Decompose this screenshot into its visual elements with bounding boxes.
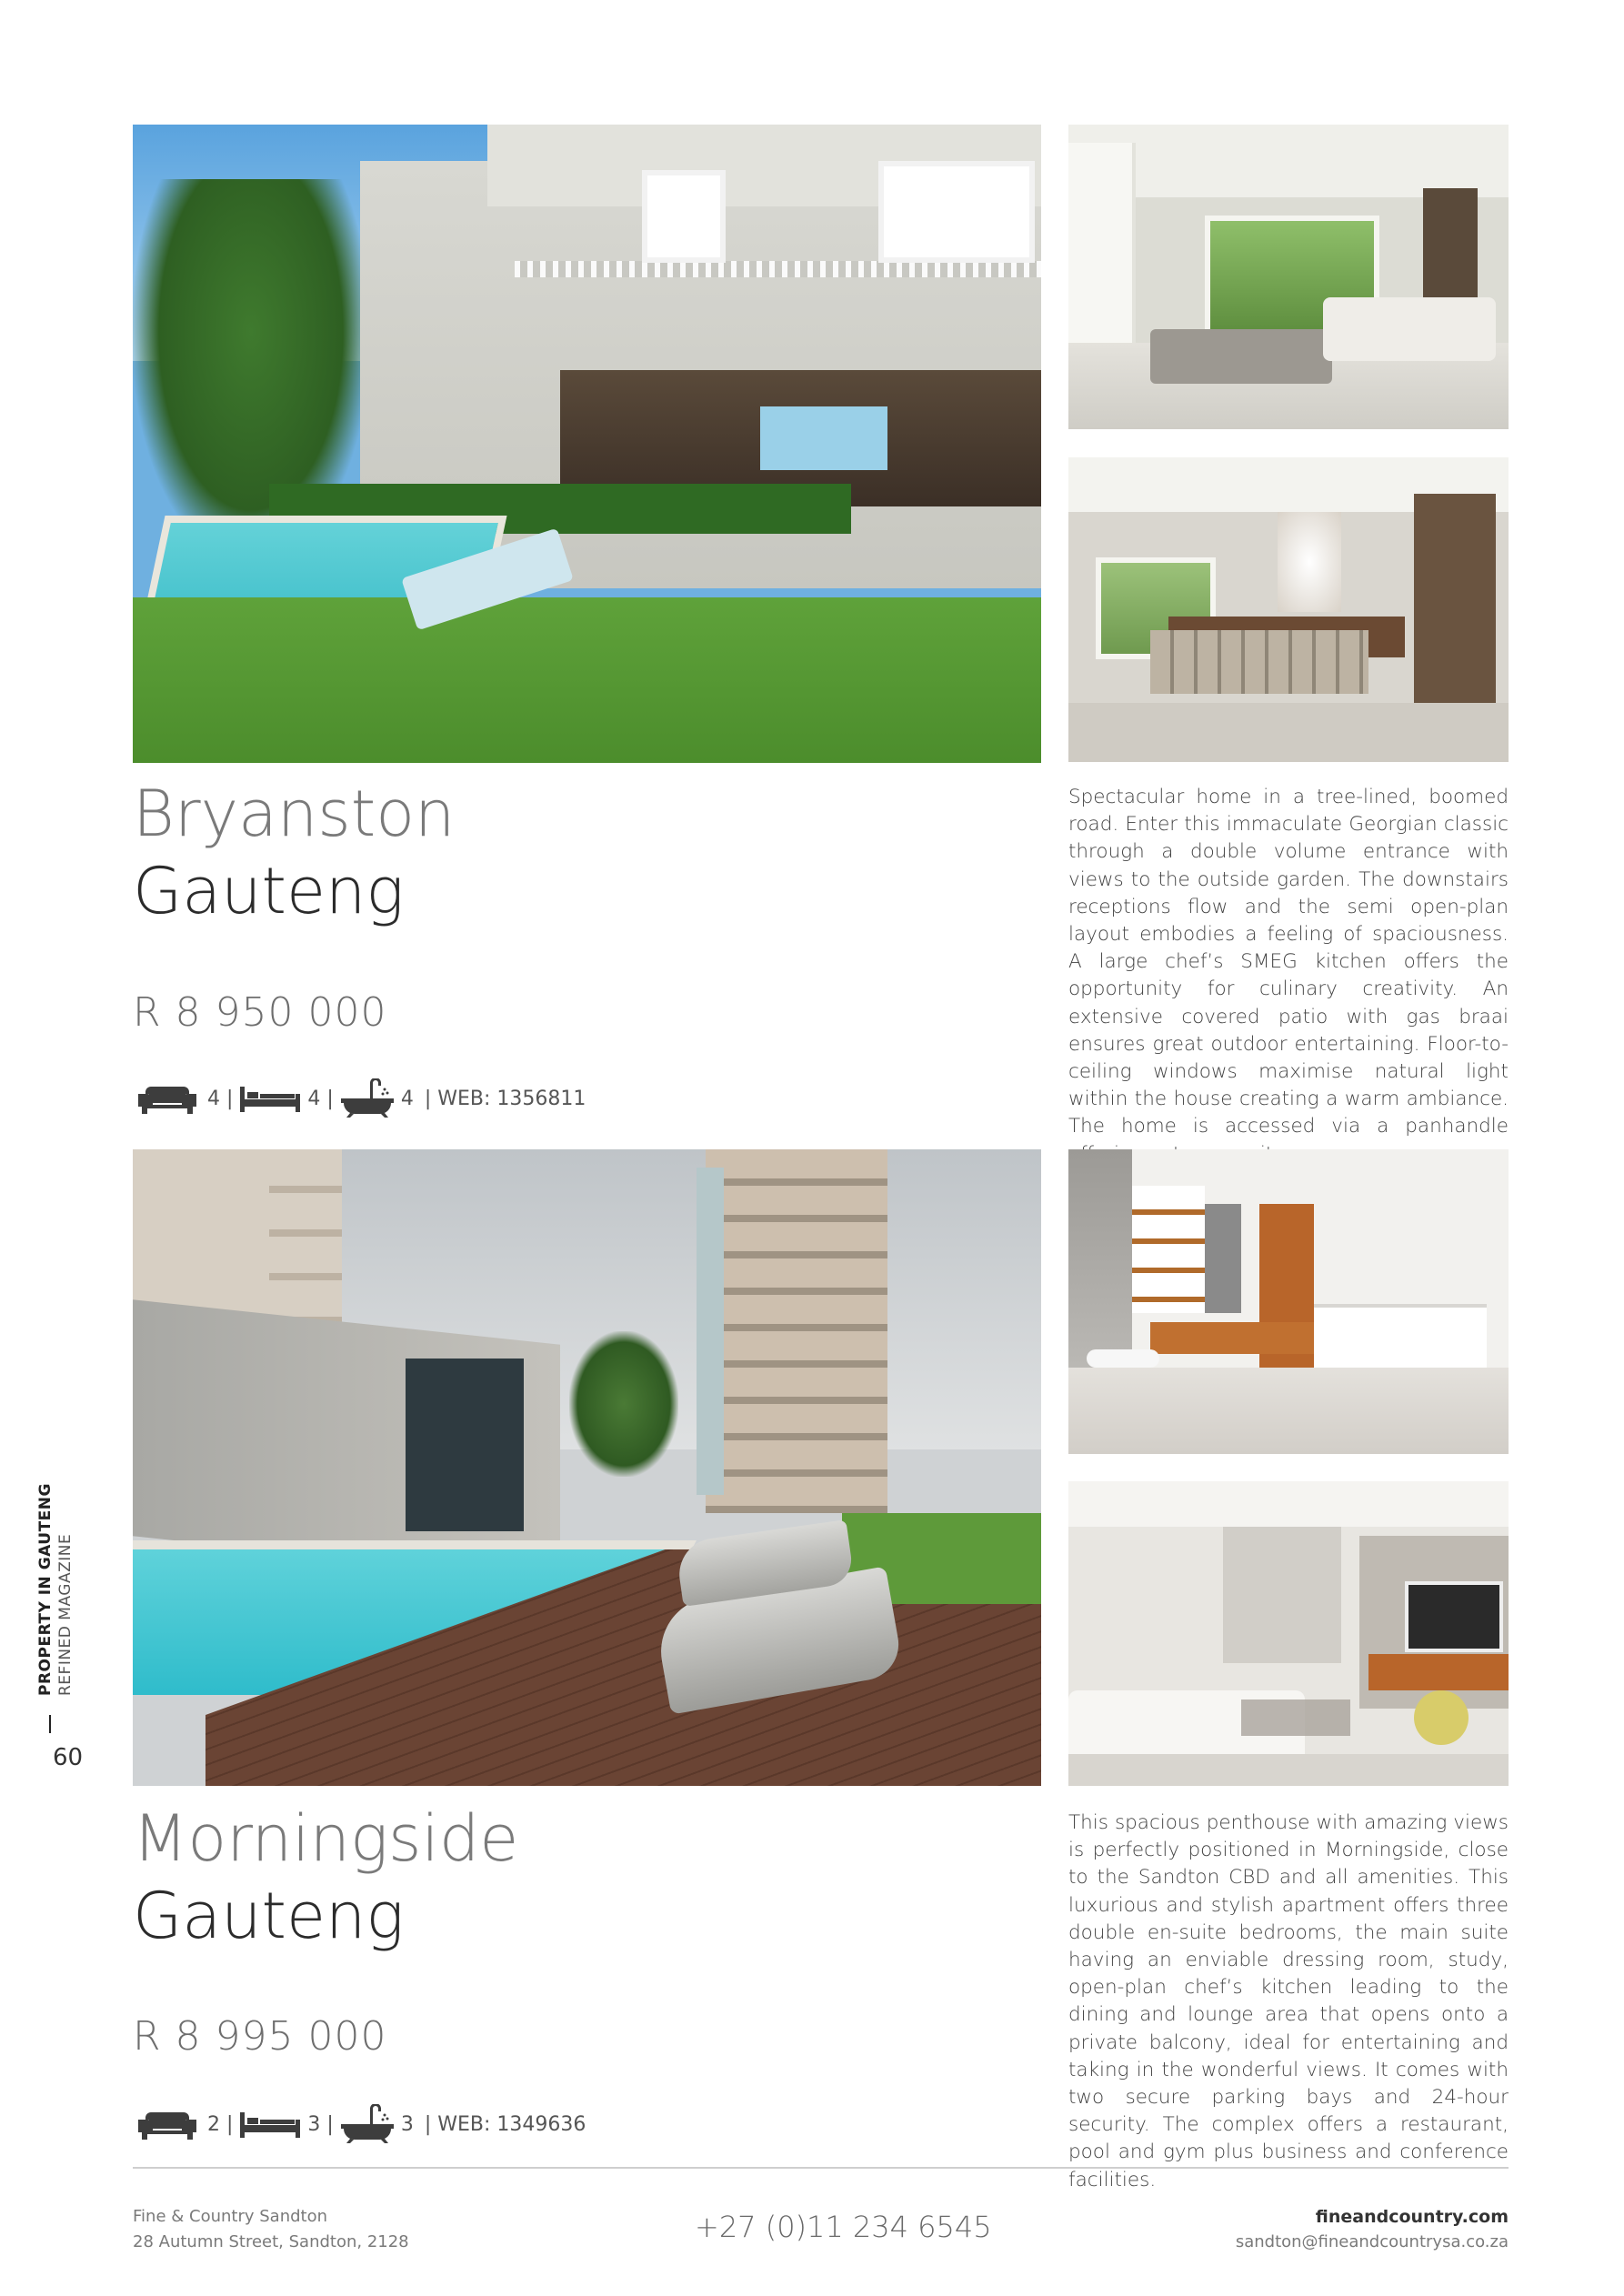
footer-email[interactable]: sandton@fineandcountrysa.co.za	[1235, 2232, 1509, 2251]
reception-count: 2 |	[207, 2112, 234, 2136]
listing-1-price: R 8 950 000	[133, 989, 387, 1036]
bedroom-count: 4 |	[307, 1087, 334, 1110]
side-divider	[49, 1715, 51, 1733]
listing-2-region: Gauteng	[133, 1879, 405, 1953]
listing-2-features	[133, 2104, 586, 2144]
bed-icon	[238, 1085, 302, 1112]
footer-phone[interactable]: +27 (0)11 234 6545	[695, 2210, 992, 2244]
sofa-icon	[133, 1083, 202, 1114]
listing-1-dining-photo	[1068, 457, 1509, 762]
bath-icon	[339, 2104, 396, 2144]
listing-2-living-photo	[1068, 1481, 1509, 1786]
footer-office: Fine & Country Sandton	[133, 2207, 328, 2226]
side-title: PROPERTY IN GAUTENG	[36, 1483, 55, 1696]
listing-1-main-photo	[133, 125, 1041, 763]
bed-icon	[238, 2111, 302, 2138]
listing-1-features	[133, 1078, 586, 1118]
reception-count: 4 |	[207, 1087, 234, 1110]
page-number: 60	[53, 1744, 84, 1771]
bathroom-count: 4	[400, 1087, 414, 1110]
listing-2-main-photo	[133, 1149, 1041, 1786]
bedroom-count: 3 |	[307, 2112, 334, 2136]
sofa-icon	[133, 2109, 202, 2140]
side-subtitle: REFINED MAGAZINE	[56, 1533, 75, 1696]
footer-divider	[133, 2167, 1509, 2169]
listing-2-kitchen-photo	[1068, 1149, 1509, 1454]
listing-2-town: Morningside	[133, 1801, 519, 1876]
listing-2-price: R 8 995 000	[133, 2013, 387, 2060]
footer-website[interactable]: fineandcountry.com	[1315, 2207, 1509, 2227]
bathroom-count: 3	[400, 2112, 414, 2136]
web-reference: | WEB: 1356811	[424, 1087, 586, 1110]
listing-1-town: Bryanston	[133, 777, 456, 851]
listing-1-description: Spectacular home in a tree-lined, boomed road. Enter this immaculate Georgian classic through a double volume entrance with views to the outside garden. The downstairs receptions flow and the semi open-plan layout embodies a feeling of spaciousness. A large chef’s SMEG kitchen offers the opportunity for culinary creativity. An extensive covered patio with gas braai ensures great outdoor entertaining. Floor-to-ceiling windows maximise natural light within the house creating a warm ambiance. The home is accessed via a panhandle	[1068, 786, 1509, 1138]
listing-1-region: Gauteng	[133, 854, 405, 928]
bath-icon	[339, 1078, 396, 1118]
web-reference: | WEB: 1349636	[424, 2112, 586, 2136]
listing-1-lounge-photo	[1068, 125, 1509, 429]
listing-2-description: This spacious penthouse with amazing views is perfectly positioned in Morningside, close to the Sandton CBD and all amenities. This luxurious and stylish apartment offers three double en-suite bedrooms, the main suite having an enviable dressing room, study, open-plan chef’s kitchen leading to the dining and lounge area that opens onto a private balcony, ideal for entertaining and taking in the wonderful views. It comes with two secure parking bays and 24-hour security. The complex offers a restaurant, pool and gym plus business and conference facilities.	[1068, 1811, 1509, 2191]
footer-address: 28 Autumn Street, Sandton, 2128	[133, 2232, 409, 2251]
